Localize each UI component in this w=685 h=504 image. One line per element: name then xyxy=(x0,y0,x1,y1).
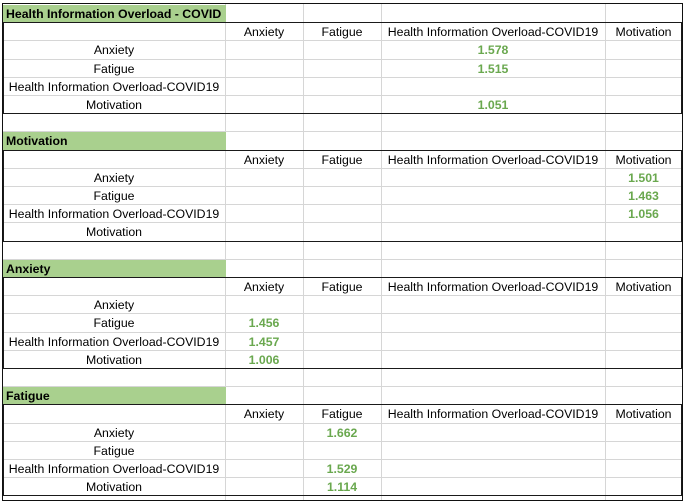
row-label[interactable]: Health Information Overload-COVID19 xyxy=(8,207,220,222)
value-cell[interactable] xyxy=(605,223,682,241)
value-cell[interactable] xyxy=(303,205,381,223)
row-label[interactable]: Anxiety xyxy=(93,170,135,185)
section-title[interactable]: Health Information Overload - COVID xyxy=(3,5,226,23)
value-cell[interactable] xyxy=(381,333,605,351)
value-cell[interactable] xyxy=(225,78,303,96)
column-header[interactable]: Motivation xyxy=(615,280,672,294)
row-label[interactable]: Health Information Overload-COVID19 xyxy=(8,79,220,94)
column-header[interactable]: Anxiety xyxy=(243,25,285,40)
value-cell[interactable]: 1.529 xyxy=(326,462,358,476)
value-cell[interactable]: 1.006 xyxy=(248,352,280,367)
value-cell[interactable]: 1.056 xyxy=(628,207,659,222)
value-cell[interactable] xyxy=(225,60,303,78)
value-cell[interactable]: 1.578 xyxy=(477,43,509,58)
value-cell[interactable] xyxy=(381,424,605,442)
value-cell[interactable] xyxy=(605,60,682,78)
value-cell[interactable] xyxy=(381,442,605,460)
column-header[interactable]: Health Information Overload-COVID19 xyxy=(387,407,599,422)
value-cell[interactable] xyxy=(381,187,605,205)
value-cell[interactable] xyxy=(605,442,682,460)
value-cell[interactable] xyxy=(381,223,605,241)
section-title[interactable]: Anxiety xyxy=(3,260,226,278)
value-cell[interactable] xyxy=(381,478,605,496)
row-label[interactable]: Fatigue xyxy=(93,443,135,458)
row-label[interactable]: Fatigue xyxy=(93,189,135,203)
value-cell[interactable] xyxy=(381,296,605,314)
value-cell[interactable] xyxy=(303,314,381,332)
value-cell[interactable] xyxy=(303,41,381,59)
value-cell[interactable]: 1.051 xyxy=(477,98,509,112)
value-cell[interactable] xyxy=(605,460,682,478)
section-title[interactable]: Motivation xyxy=(3,132,226,150)
value-cell[interactable] xyxy=(225,41,303,59)
column-header[interactable]: Health Information Overload-COVID19 xyxy=(387,280,599,294)
value-cell[interactable] xyxy=(303,351,381,369)
value-cell[interactable]: 1.515 xyxy=(477,61,509,76)
value-cell[interactable] xyxy=(605,96,682,114)
value-cell[interactable] xyxy=(225,424,303,442)
column-header[interactable]: Fatigue xyxy=(321,25,363,40)
value-cell[interactable] xyxy=(225,169,303,187)
value-cell[interactable] xyxy=(303,78,381,96)
value-cell[interactable]: 1.662 xyxy=(326,425,358,440)
value-cell[interactable] xyxy=(225,187,303,205)
value-cell[interactable] xyxy=(381,314,605,332)
column-header[interactable]: Motivation xyxy=(615,407,672,422)
column-header[interactable]: Health Information Overload-COVID19 xyxy=(387,152,599,167)
row-label[interactable]: Fatigue xyxy=(93,316,135,331)
column-header[interactable]: Anxiety xyxy=(243,152,285,167)
value-cell[interactable] xyxy=(225,442,303,460)
row-label[interactable]: Fatigue xyxy=(93,61,135,76)
column-header[interactable]: Fatigue xyxy=(321,280,363,294)
value-cell[interactable] xyxy=(605,333,682,351)
column-header[interactable]: Motivation xyxy=(615,25,672,40)
column-header[interactable]: Anxiety xyxy=(243,280,285,294)
value-cell[interactable] xyxy=(605,314,682,332)
value-cell[interactable] xyxy=(225,296,303,314)
value-cell[interactable] xyxy=(303,60,381,78)
value-cell[interactable]: 1.463 xyxy=(628,189,659,203)
row-label[interactable]: Motivation xyxy=(85,480,143,495)
column-header[interactable]: Fatigue xyxy=(321,407,363,422)
row-label[interactable]: Motivation xyxy=(85,98,143,112)
value-cell[interactable] xyxy=(303,169,381,187)
value-cell[interactable] xyxy=(605,41,682,59)
spreadsheet[interactable] xyxy=(2,3,683,501)
value-cell[interactable] xyxy=(381,169,605,187)
row-label[interactable]: Health Information Overload-COVID19 xyxy=(8,334,220,349)
value-cell[interactable]: 1.457 xyxy=(248,334,280,349)
row-label[interactable]: Motivation xyxy=(85,352,143,367)
value-cell[interactable] xyxy=(303,333,381,351)
value-cell[interactable]: 1.501 xyxy=(628,170,659,185)
value-cell[interactable] xyxy=(225,478,303,496)
value-cell[interactable] xyxy=(381,78,605,96)
value-cell[interactable] xyxy=(225,223,303,241)
value-cell[interactable] xyxy=(381,460,605,478)
row-label[interactable]: Health Information Overload-COVID19 xyxy=(8,462,220,476)
row-label[interactable]: Anxiety xyxy=(93,425,135,440)
value-cell[interactable] xyxy=(605,78,682,96)
value-cell[interactable]: 1.456 xyxy=(248,316,280,331)
row-label[interactable]: Anxiety xyxy=(93,298,135,313)
value-cell[interactable] xyxy=(225,460,303,478)
value-cell[interactable] xyxy=(605,424,682,442)
row-label[interactable]: Anxiety xyxy=(93,43,135,58)
column-header[interactable]: Fatigue xyxy=(321,152,363,167)
value-cell[interactable] xyxy=(303,187,381,205)
value-cell[interactable] xyxy=(381,205,605,223)
section-title[interactable]: Fatigue xyxy=(3,387,226,405)
column-header[interactable]: Health Information Overload-COVID19 xyxy=(387,25,599,40)
value-cell[interactable] xyxy=(605,478,682,496)
value-cell[interactable] xyxy=(225,205,303,223)
value-cell[interactable]: 1.114 xyxy=(326,480,358,495)
value-cell[interactable] xyxy=(303,296,381,314)
column-header[interactable]: Anxiety xyxy=(243,407,285,422)
value-cell[interactable] xyxy=(225,96,303,114)
value-cell[interactable] xyxy=(605,351,682,369)
value-cell[interactable] xyxy=(303,96,381,114)
value-cell[interactable] xyxy=(381,351,605,369)
column-header[interactable]: Motivation xyxy=(615,152,672,167)
row-label[interactable]: Motivation xyxy=(85,225,143,240)
value-cell[interactable] xyxy=(605,296,682,314)
value-cell[interactable] xyxy=(303,223,381,241)
value-cell[interactable] xyxy=(303,442,381,460)
